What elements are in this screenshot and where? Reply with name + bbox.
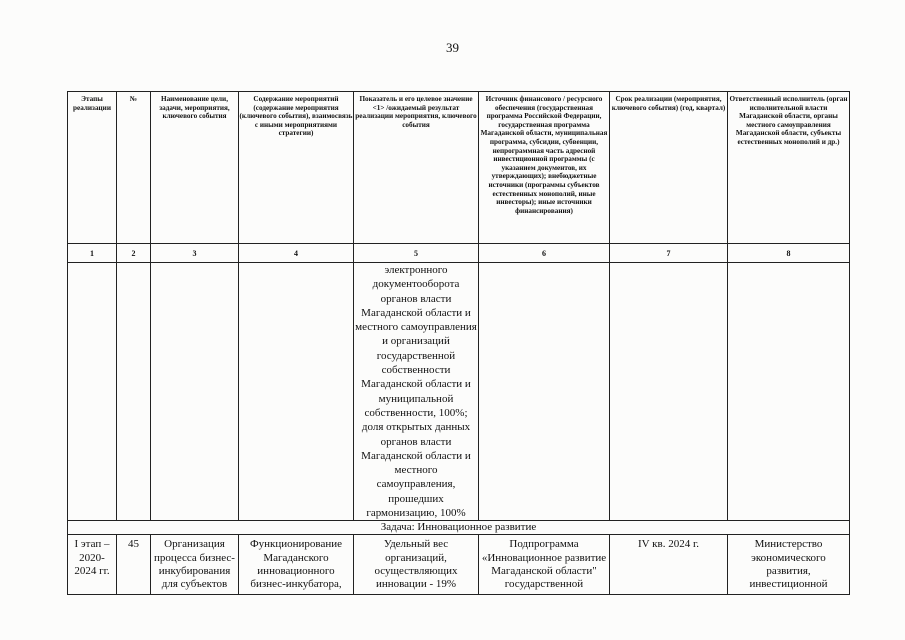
empty-cell — [239, 263, 354, 521]
column-number: 4 — [239, 244, 354, 263]
stage-cell: I этап – 2020-2024 гг. — [68, 535, 117, 595]
header-indicator: Показатель и его целевое значение <1> /ожидаемый результат реализации мероприятия, ключевого события — [354, 92, 479, 244]
name-cell: Организация процесса бизнес-инкубирования для субъектов — [151, 535, 239, 595]
header-content: Содержание мероприятий (содержание мероприятия (ключевого события), взаимосвязь с иными мероприятиями стратегии) — [239, 92, 354, 244]
header-row — [68, 92, 850, 244]
empty-cell — [610, 263, 728, 521]
strategy-plan-table — [67, 91, 850, 595]
column-number-row — [68, 244, 850, 263]
header-source: Источник финансового / ресурсного обеспечения (государственная программа Российской Федерации, государственная программа Магаданской области, муниципальная программа, субсидии, субвенции, непрограммная часть адресной инвестиционной программы (с указанием документов, их утверждающих); внебюджетные источники (программы субъектов естественных монополий, иные инвесторы); иные источники финансирования) — [479, 92, 610, 244]
task-row — [68, 521, 850, 535]
column-number: 7 — [610, 244, 728, 263]
empty-cell — [151, 263, 239, 521]
empty-cell — [68, 263, 117, 521]
header-stage: Этапы реализации — [68, 92, 117, 244]
indicator-continuation: электронного документооборота органов власти Магаданской области и местного самоуправления и организаций государственной собственности Магаданской области и муниципальной собственности, 100%; доля открытых данных органов власти Магаданской области и местного самоуправления, прошедших гармонизацию, 100% — [355, 264, 477, 520]
task-title: Задача: Инновационное развитие — [68, 521, 850, 535]
table-row — [68, 535, 850, 595]
content-cell: Функционирование Магаданского инновационного бизнес-инкубатора, — [239, 535, 354, 595]
header-number: № — [117, 92, 151, 244]
empty-cell — [117, 263, 151, 521]
number-cell: 45 — [117, 535, 151, 595]
column-number: 8 — [728, 244, 850, 263]
column-number: 1 — [68, 244, 117, 263]
source-cell: Подпрограмма «Инновационное развитие Магаданской области" государственной — [479, 535, 610, 595]
indicator-cell: Удельный вес организаций, осуществляющих инновации - 19% — [354, 535, 479, 595]
empty-cell — [728, 263, 850, 521]
executor-cell: Министерство экономического развития, инвестиционной — [728, 535, 850, 595]
empty-cell — [479, 263, 610, 521]
column-number: 5 — [354, 244, 479, 263]
column-number: 3 — [151, 244, 239, 263]
page-number: 39 — [446, 40, 459, 55]
column-number: 2 — [117, 244, 151, 263]
header-deadline: Срок реализации (мероприятия, ключевого события) (год, квартал) — [610, 92, 728, 244]
header-executor: Ответственный исполнитель (орган исполнительной власти Магаданской области, органы местного самоуправления Магаданской области, субъекты естественных монополий и др.) — [728, 92, 850, 244]
deadline-cell: IV кв. 2024 г. — [610, 535, 728, 595]
column-number: 6 — [479, 244, 610, 263]
header-name: Наименование цели, задачи, мероприятия, ключевого события — [151, 92, 239, 244]
continuation-row — [68, 263, 850, 521]
